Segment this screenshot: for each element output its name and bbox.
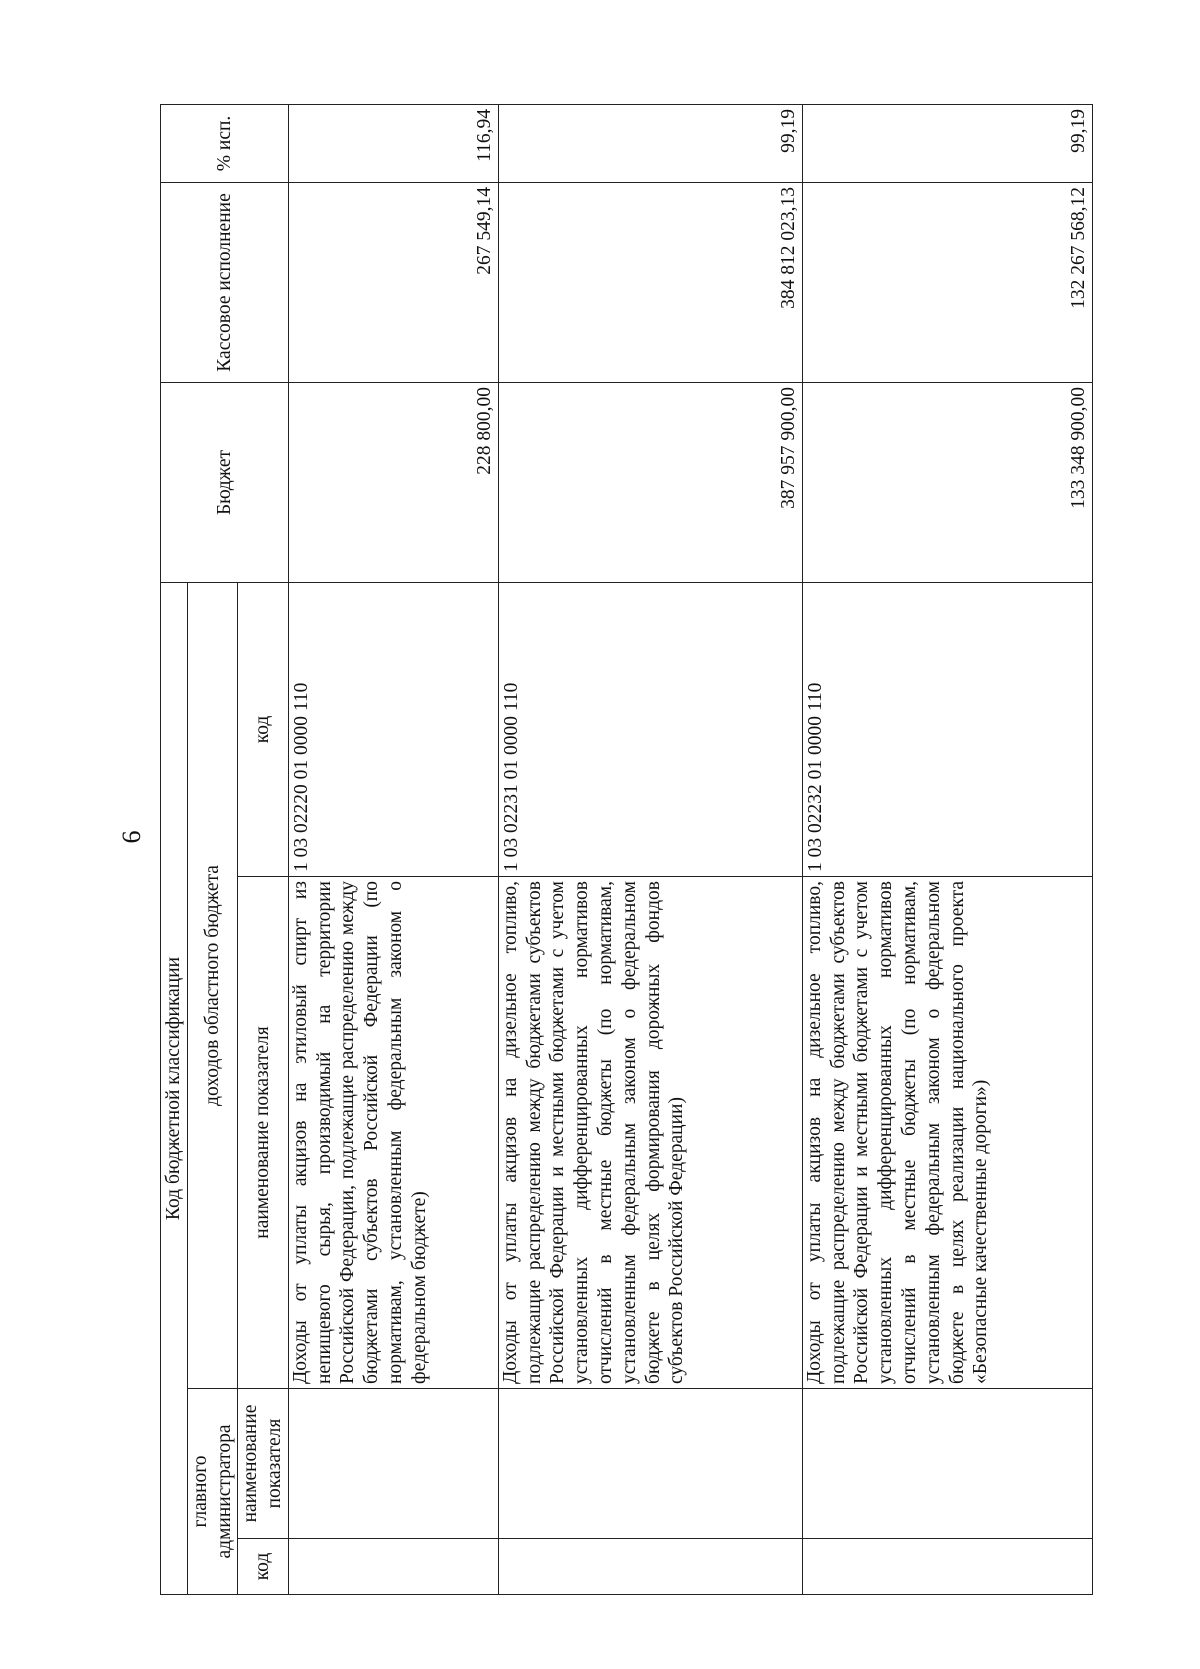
admin-name-cell [288, 1389, 498, 1539]
budget-cell: 387 957 900,00 [498, 382, 802, 582]
income-name-cell: Доходы от уплаты акцизов на дизельное топливо, подлежащие распределению между бюджетами субъектов Российской Федерации и местными бюджетами с учетом установленных дифференцированных нормативов отчислений в местные бюджеты (по нормативам, установленным федеральным законом о федеральном бюджете в целях реализации национального проекта «Безопасные качественные дороги») [802, 877, 1092, 1389]
admin-code-cell [498, 1539, 802, 1595]
budget-header: Бюджет [161, 382, 289, 582]
admin-name-cell [498, 1389, 802, 1539]
budget-cell: 228 800,00 [288, 382, 498, 582]
income-code-header: код [238, 582, 289, 876]
admin-group-header: главного администратора [187, 1389, 238, 1595]
income-code-cell: 1 03 02232 01 0000 110 [802, 582, 1092, 876]
admin-name-header: наименование показателя [238, 1389, 289, 1539]
admin-code-header: код [238, 1539, 289, 1595]
income-name-header: наименование показателя [238, 877, 289, 1389]
admin-name-cell [802, 1389, 1092, 1539]
income-name-cell: Доходы от уплаты акцизов на этиловый спирт из непищевого сырья, производимый на территории Российской Федерации, подлежащие распределению между бюджетами субъектов Российской Федерации (по нормативам, установленным федеральным законом о федеральном бюджете) [288, 877, 498, 1389]
classification-header: Код бюджетной классификации [161, 582, 188, 1594]
rotated-table-wrapper [160, 105, 1090, 1595]
table-row [802, 104, 1092, 1594]
table-row [498, 104, 802, 1594]
cash-cell: 267 549,14 [288, 182, 498, 382]
cash-cell: 384 812 023,13 [498, 182, 802, 382]
budget-table [160, 104, 1093, 1595]
admin-code-cell [802, 1539, 1092, 1595]
page-number: 6 [117, 830, 146, 844]
income-code-cell: 1 03 02231 01 0000 110 [498, 582, 802, 876]
table-row [288, 104, 498, 1594]
percent-cell: 99,19 [498, 104, 802, 182]
cash-execution-header: Кассовое исполнение [161, 182, 289, 382]
income-code-cell: 1 03 02220 01 0000 110 [288, 582, 498, 876]
percent-header: % исп. [161, 104, 289, 182]
admin-code-cell [288, 1539, 498, 1595]
income-name-cell: Доходы от уплаты акцизов на дизельное топливо, подлежащие распределению между бюджетами субъектов Российской Федерации и местными бюджетами с учетом установленных дифференцированных нормативов отчислений в местные бюджеты (по нормативам, установленным федеральным законом о федеральном бюджете в целях формирования дорожных фондов субъектов Российской Федерации) [498, 877, 802, 1389]
income-group-header: доходов областного бюджета [187, 582, 238, 1388]
percent-cell: 99,19 [802, 104, 1092, 182]
cash-cell: 132 267 568,12 [802, 182, 1092, 382]
budget-cell: 133 348 900,00 [802, 382, 1092, 582]
percent-cell: 116,94 [288, 104, 498, 182]
